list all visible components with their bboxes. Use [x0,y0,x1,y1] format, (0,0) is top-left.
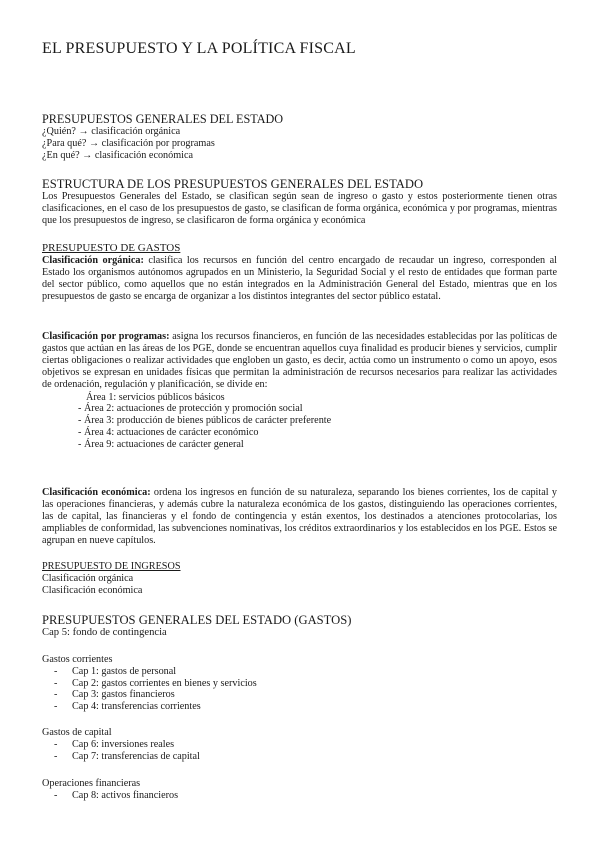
estructura-paragraph: Los Presupuestos Generales del Estado, se clasifican según sean de ingreso o gasto y estos posteriormente tienen otras clasificaciones, en el caso de los presupuestos de gasto, se clasifican de forma orgánica, económica y por programas, mientras que los presupuestos de ingreso, se clasificaron de forma orgánica y económica [42,191,557,226]
area-item: - Área 4: actuaciones de carácter económico [78,426,259,438]
chapter-text: Cap 4: transferencias corrientes [72,701,201,713]
bullet-dash: - [54,750,58,762]
programas-text: asigna los recursos financieros, en función de las necesidades establecidas por las políticas de gastos que actúan en las áreas de los PGE, donde se encuentran aquellos cuya finalidad es producir bienes y servicios, cumplir ciertas obligaciones o realizar actividades que engloben un gasto, es decir, actúa como un instrumento o como un apoyo, esos objetivos se expresan en unidades físicas que permitan la administración de recursos necesarios para realizar las actividades de ordenación, regulación y planificación, se divide en: [42,331,557,390]
programas-block [42,331,557,451]
bullet-dash: - [54,701,58,713]
cap5-line: Cap 5: fondo de contingencia [42,627,167,638]
financieras-group [42,778,557,802]
chapter-item [42,739,557,751]
capital-group [42,727,557,762]
bullet-dash: - [54,789,58,801]
chapter-text: Cap 3: gastos financieros [72,689,175,701]
chapter-text: Cap 6: inversiones reales [72,738,175,750]
capital-label: Gastos de capital [42,727,112,738]
chapter-text: Cap 1: gastos de personal [72,665,177,677]
economica-text: ordena los ingresos en función de su naturaleza, separando los bienes corrientes, los de capital y las operaciones financieras, y además cubre la naturaleza económica de los gastos, distinguiendo las operaciones corrientes, las de capital, las financieras y el fondo de contingencia y están exentos, los destinados a atenciones protocolarias, los ampliables de conformidad, las subvenciones nominativas, los créditos extraordinarios y los establecidos en los PGE. Estos se agrupan en nueve capítulos. [42,487,557,546]
pge-line-quien: ¿Quién? → clasificación orgánica [42,126,181,137]
gastos-heading: PRESUPUESTO DE GASTOS [42,242,181,254]
bullet-dash: - [54,738,58,750]
section-heading-pge-gastos: PRESUPUESTOS GENERALES DEL ESTADO (GASTOS) [42,613,352,627]
areas-list [42,392,557,451]
estructura-section [42,177,557,227]
area-item: Área 1: servicios públicos básicos [86,391,225,403]
corrientes-label: Gastos corrientes [42,654,113,665]
pge-gastos-section [42,613,557,639]
area-item: - Área 9: actuaciones de carácter general [78,438,244,450]
gastos-section [42,243,557,302]
corrientes-group [42,654,557,713]
economica-paragraph [42,487,557,547]
chapter-item [42,701,557,713]
page-title: EL PRESUPUESTO Y LA POLÍTICA FISCAL [42,40,356,57]
section-heading-pge: PRESUPUESTOS GENERALES DEL ESTADO [42,112,284,126]
ingresos-line: Clasificación económica [42,584,143,596]
chapter-item [42,751,557,763]
economica-label: Clasificación económica: [42,487,151,498]
organica-label: Clasificación orgánica: [42,254,144,266]
programas-paragraph [42,331,557,391]
pge-line-en-que: ¿En qué? → clasificación económica [42,149,194,161]
area-item: - Área 2: actuaciones de protección y promoción social [78,403,303,415]
organica-text: clasifica los recursos en función del centro encargado de recaudar un ingreso, corresponden al Estado los organismos autónomos agrupados en un Ministerio, la Seguridad Social y el resto de entidades que forman parte del sector público, como aquellos que no están integrados en la Administración General del Estado, mientras que en los presupuestos de gasto se encarga de organizar a los distintos integrantes del sector público estatal. [42,254,558,302]
ingresos-line: Clasificación orgánica [42,572,134,584]
bullet-dash: - [54,665,58,677]
financieras-label: Operaciones financieras [42,778,141,789]
pge-line-para-que: ¿Para qué? → clasificación por programas [42,137,215,149]
chapter-text: Cap 8: activos financieros [72,789,179,801]
area-item: - Área 3: producción de bienes públicos de carácter preferente [78,415,332,427]
pge-section [42,112,557,161]
ingresos-section [42,561,557,596]
programas-label: Clasificación por programas: [42,331,170,342]
section-heading-estructura: ESTRUCTURA DE LOS PRESUPUESTOS GENERALES DEL ESTADO [42,177,424,191]
bullet-dash: - [54,677,58,689]
chapter-item [42,666,557,678]
chapter-item [42,689,557,701]
chapter-text: Cap 2: gastos corrientes en bienes y servicios [72,677,257,689]
chapter-item [42,678,557,690]
bullet-dash: - [54,689,58,701]
chapter-item [42,790,557,802]
ingresos-heading: PRESUPUESTO DE INGRESOS [42,561,181,572]
organica-paragraph [42,255,557,303]
chapter-text: Cap 7: transferencias de capital [72,750,200,762]
economica-block [42,487,557,547]
